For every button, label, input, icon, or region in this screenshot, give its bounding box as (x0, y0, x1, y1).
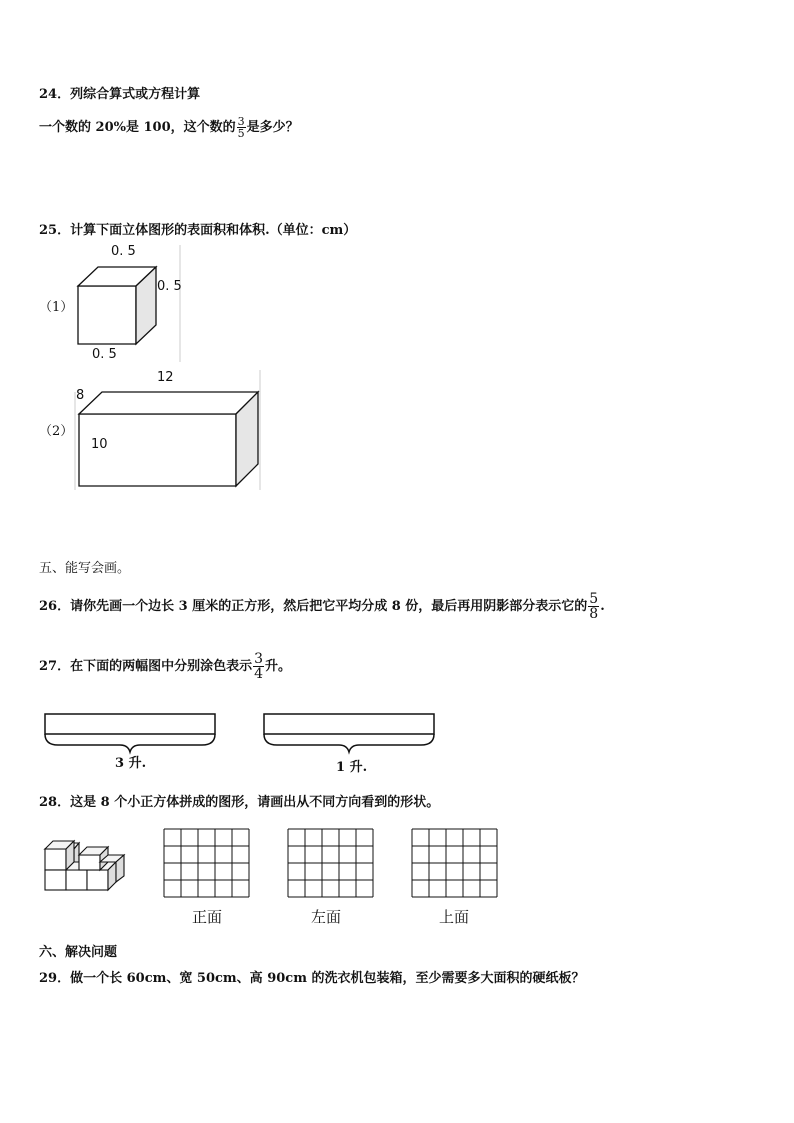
section6-title: 六、解决问题 (39, 945, 118, 960)
q29-number: 29． (39, 971, 71, 986)
q27-frac-num: 3 (254, 651, 264, 667)
q25-number: 25． (39, 223, 71, 238)
q27-text-before: 在下面的两幅图中分别涂色表示 (70, 659, 253, 674)
q29-question (39, 967, 584, 986)
q28-grid-left[interactable] (288, 829, 373, 897)
q28-number: 28． (39, 795, 71, 810)
q24-number: 24． (39, 87, 71, 102)
q28-text: 这是 8 个小正方体拼成的图形，请画出从不同方向看到的形状。 (70, 795, 440, 810)
q28-view-front-label: 正面 (192, 908, 223, 926)
q26-number: 26． (39, 599, 71, 614)
q28-grid-top[interactable] (412, 829, 497, 897)
q27-bar2-label: 1 升. (336, 760, 368, 775)
q25-fig2-depth-label: 8 (76, 388, 85, 403)
q28-view-left-label: 左面 (311, 908, 342, 926)
q27-number: 27． (39, 659, 71, 674)
q25-fig2-width-label: 12 (157, 370, 174, 385)
q24-title: 列综合算式或方程计算 (70, 87, 201, 102)
q25-fig2-label: （2） (39, 424, 74, 439)
q26-text: 请你先画一个边长 3 厘米的正方形，然后把它平均分成 8 份，最后再用阴影部分表示它的 (70, 599, 588, 614)
q27-text-after: 升。 (265, 659, 292, 674)
q24-text-before: 一个数的 20%是 100，这个数的 (39, 120, 236, 135)
q24-frac-den: 5 (237, 127, 245, 140)
q28-view-top-label: 上面 (439, 908, 470, 926)
q26-frac-den: 8 (589, 606, 599, 622)
q29-text: 做一个长 60cm、宽 50cm、高 90cm 的洗衣机包装箱，至少需要多大面积的硬纸板？ (70, 971, 585, 986)
q25-fig1-top-label: 0. 5 (111, 244, 136, 259)
q27-bar1-label: 3 升. (115, 756, 147, 771)
q25-fig1-label: （1） (39, 300, 74, 315)
q26-end: . (600, 599, 605, 614)
q25-fig2-height-label: 10 (91, 437, 108, 452)
q25-fig1-bottom-label: 0. 5 (92, 347, 117, 362)
section5-title: 五、能写会画。 (39, 561, 131, 576)
q25-fig1-right-label: 0. 5 (157, 279, 182, 294)
q27-frac-den: 4 (254, 666, 264, 682)
q24-text-after: 是多少？ (246, 120, 299, 135)
q25-title: 计算下面立体图形的表面积和体积.（单位：cm） (70, 223, 357, 238)
q28-grid-front[interactable] (164, 829, 249, 897)
q24-frac-num: 3 (237, 115, 245, 128)
q26-frac-num: 5 (589, 591, 599, 607)
